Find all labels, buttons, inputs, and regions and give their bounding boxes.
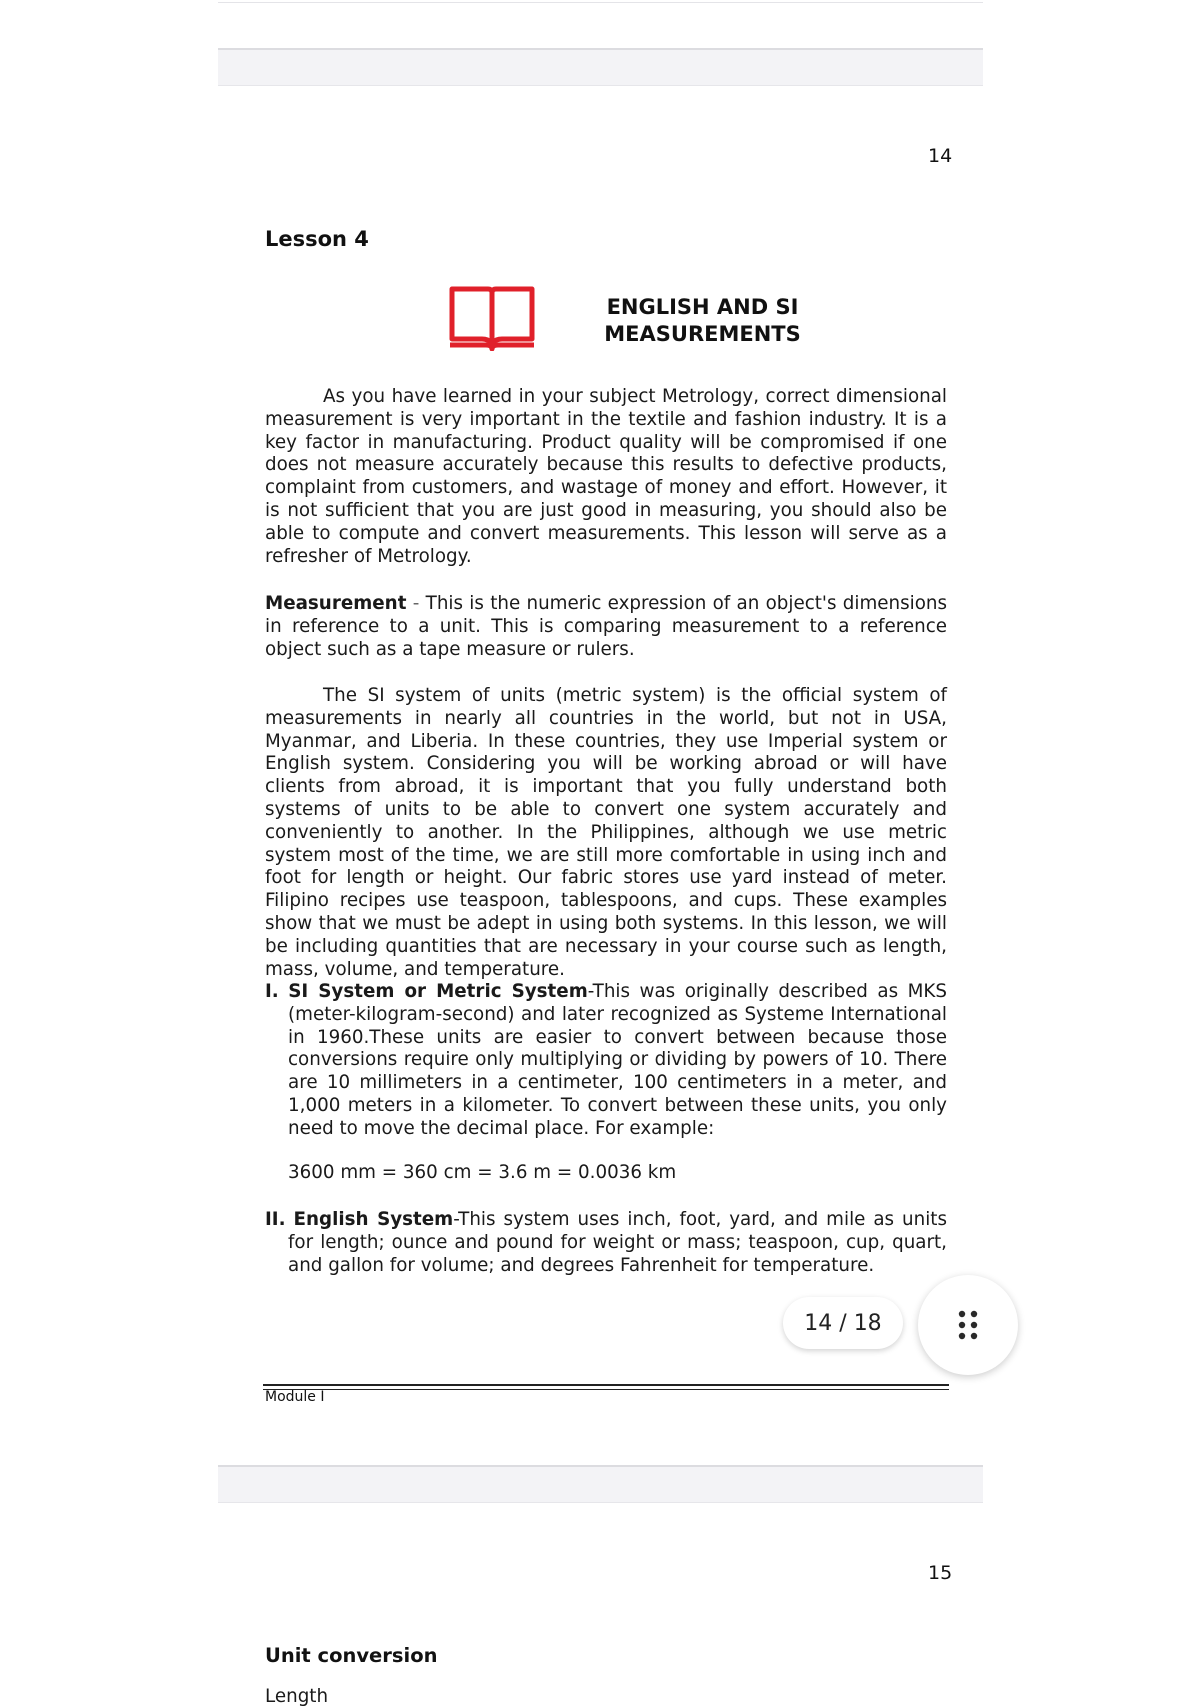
- footer-module-label: Module I: [265, 1389, 325, 1405]
- definition-body: This is the numeric expression of an object's dimensions in reference to a unit. This is comparing measurement to a reference object such as a tape measure or rulers.: [265, 593, 947, 660]
- list-item-english-system: [265, 1209, 947, 1277]
- page-number: 15: [928, 1562, 953, 1584]
- lesson-label: Lesson 4: [265, 227, 369, 251]
- intro-paragraph: As you have learned in your subject Metrology, correct dimensional measurement is very important in the textile and fashion industry. It is a key factor in manufacturing. Product quality will be compromised if one does not measure accurately because this results to defective products, complaint from customers, and wastage of money and effort. However, it is not sufficient that you are just good in measuring, you should also be able to compute and convert measurements. This lesson will serve as a refresher of Metrology.: [265, 386, 947, 567]
- list-item-si-system: [265, 981, 947, 1141]
- conversion-example: 3600 mm = 360 cm = 3.6 m = 0.0036 km: [288, 1162, 677, 1183]
- list-marker: II.: [265, 1209, 286, 1230]
- section-heading: Unit conversion: [265, 1644, 438, 1667]
- list-term: SI System or Metric System: [288, 981, 588, 1002]
- si-paragraph: The SI system of units (metric system) is the official system of measurements in nearly all countries in the world, but not in USA, Myanmar, and Liberia. In these countries, they use Imperial system or English system. Considering you will be working abroad or will have clients from abroad, it is important that you fully understand both systems of units to be able to convert one system accurately and conveniently to another. In the Philippines, although we use metric system most of the time, we are still more comfortable in using inch and foot for length or height. Our fabric stores use yard instead of meter. Filipino recipes use teaspoon, tablespoons, and cups. These examples show that we must be adept in using both systems. In this lesson, we will be including quantities that are necessary in your course such as length, mass, volume, and temperature.: [265, 685, 947, 980]
- lesson-title: [590, 294, 815, 348]
- definition-term: Measurement: [265, 593, 407, 614]
- list-term: English System: [293, 1209, 454, 1230]
- page-separator: [218, 48, 983, 86]
- open-book-icon: [448, 283, 536, 351]
- list-marker: I.: [265, 981, 279, 1002]
- lesson-title-line1: ENGLISH AND SI: [606, 295, 799, 319]
- page-indicator[interactable]: 14 / 18: [783, 1297, 903, 1349]
- dots-grid-icon: [958, 1310, 978, 1340]
- list-body: -This system uses inch, foot, yard, and mile as units for length; ounce and pound for weight or mass; teaspoon, cup, quart, and gallon for volume; and degrees Fahrenheit for temperature.: [288, 1209, 947, 1276]
- footer-rule: [263, 1384, 949, 1390]
- page-separator: [218, 1465, 983, 1503]
- definition-separator: -: [406, 593, 426, 614]
- measurement-definition: [265, 593, 947, 661]
- subsection-heading: Length: [265, 1686, 329, 1707]
- page-number: 14: [928, 145, 953, 167]
- list-body: -This was originally described as MKS (meter-kilogram-second) and later recognized as Systeme International in 1960.These units are easier to convert between because those conversions require only multiplying or dividing by powers of 10. There are 10 millimeters in a centimeter, 100 centimeters in a meter, and 1,000 meters in a kilometer. To convert between these units, you only need to move the decimal place. For example:: [288, 981, 947, 1139]
- lesson-title-line2: MEASUREMENTS: [604, 322, 801, 346]
- page-top-edge: [218, 0, 983, 3]
